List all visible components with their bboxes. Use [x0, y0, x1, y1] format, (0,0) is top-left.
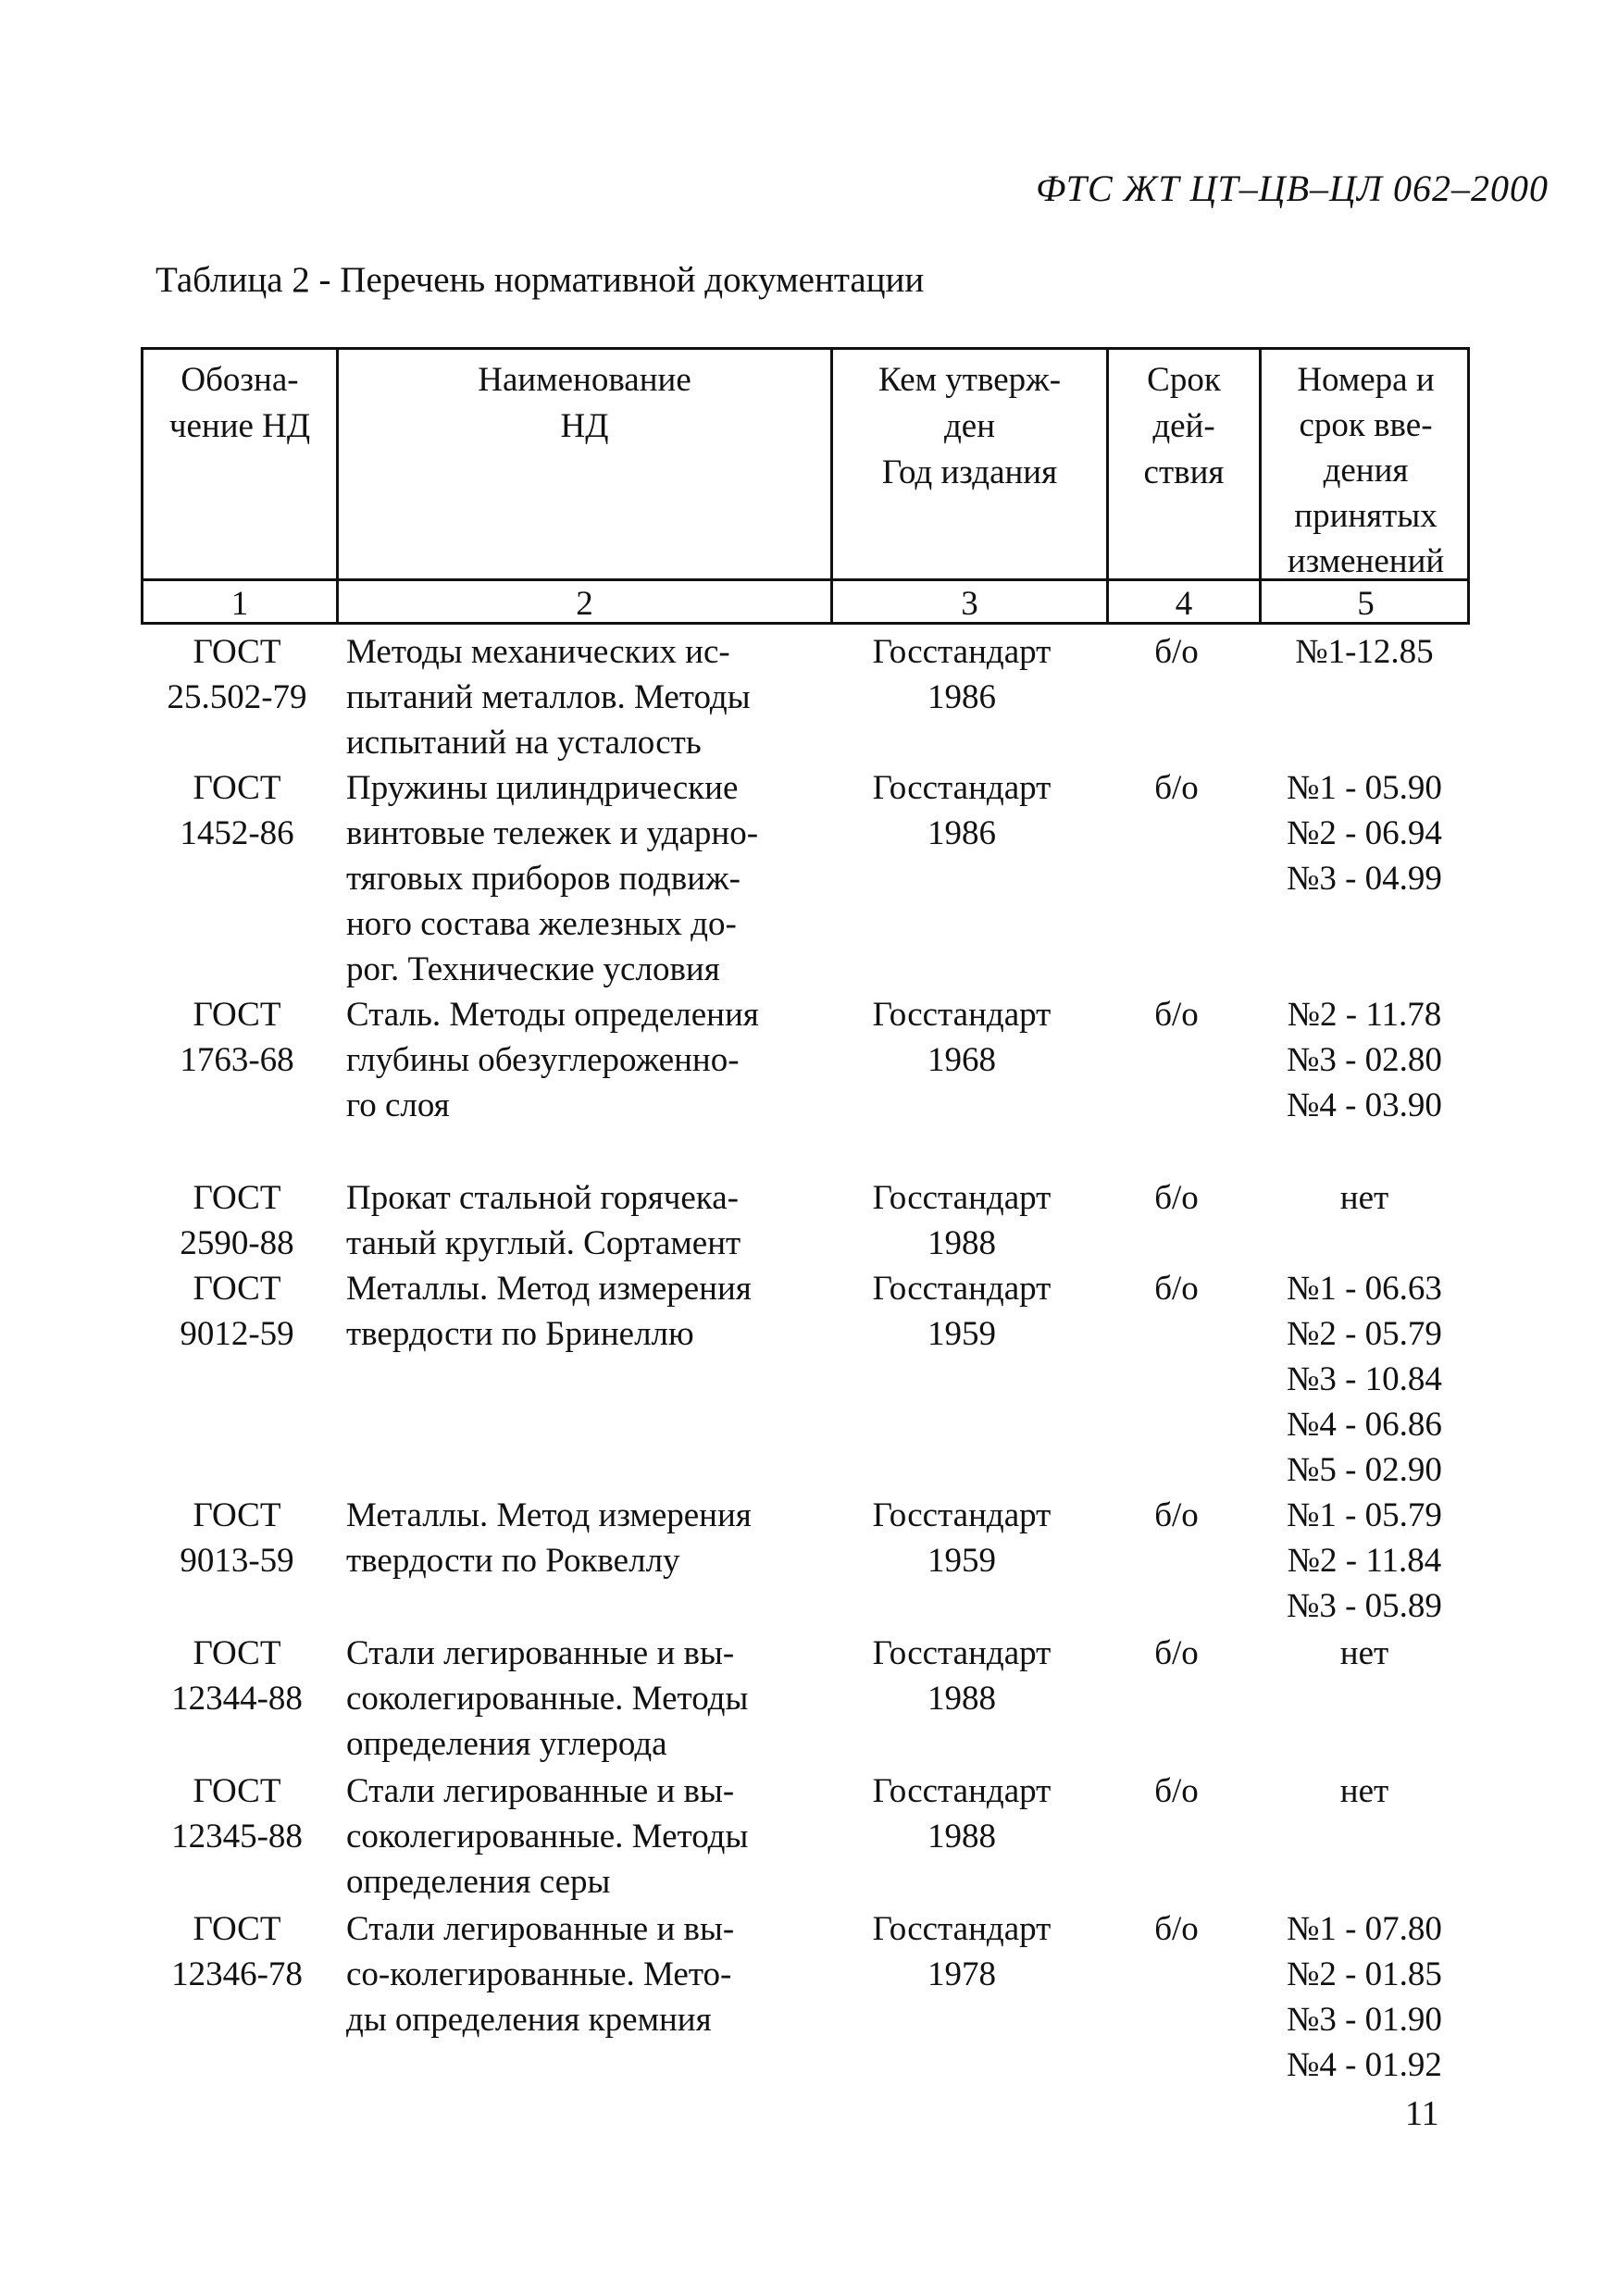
cell-validity: б/о	[1154, 1772, 1199, 1810]
cell-approved: Госстандарт 1988	[872, 1634, 1052, 1718]
cell-validity: б/о	[1154, 1634, 1199, 1672]
cell-changes: нет	[1339, 1634, 1389, 1672]
cell-validity: б/о	[1154, 1910, 1199, 1948]
header-num-5: 5	[1357, 585, 1375, 623]
cell-designation: ГОСТ 2590-88	[180, 1179, 294, 1262]
cell-designation: ГОСТ 9012-59	[180, 1270, 294, 1353]
cell-name: Стали легированные и вы- соколегированные. Методы определения серы	[346, 1772, 749, 1901]
cell-designation: ГОСТ 1763-68	[180, 996, 294, 1079]
cell-designation: ГОСТ 12344-88	[171, 1634, 303, 1718]
cell-changes: №1 - 06.63 №2 - 05.79 №3 - 10.84 №4 - 06.86 №5 - 02.90	[1287, 1270, 1442, 1489]
cell-validity: б/о	[1154, 633, 1199, 671]
cell-approved: Госстандарт 1978	[872, 1910, 1052, 1993]
header-designation: Обозна- чение НД	[168, 361, 311, 445]
cell-name: Методы механических ис- пытаний металлов. Методы испытаний на усталость	[346, 633, 751, 762]
cell-name: Металлы. Метод измерения твердости по Роквеллу	[346, 1496, 752, 1580]
cell-approved: Госстандарт 1988	[872, 1179, 1052, 1262]
cell-changes: №2 - 11.78 №3 - 02.80 №4 - 03.90	[1287, 996, 1442, 1124]
cell-validity: б/о	[1154, 1496, 1199, 1534]
cell-approved: Госстандарт 1959	[872, 1496, 1052, 1580]
header-approved: Кем утверж- ден Год издания	[877, 361, 1062, 491]
document-code: ФТС ЖТ ЦТ–ЦВ–ЦЛ 062–2000	[1036, 168, 1549, 209]
cell-approved: Госстандарт 1968	[872, 996, 1052, 1079]
cell-validity: б/о	[1154, 996, 1199, 1034]
header-num-2: 2	[576, 585, 593, 623]
cell-name: Сталь. Методы определения глубины обезуглероженно- го слоя	[346, 996, 759, 1124]
cell-approved: Госстандарт 1988	[872, 1772, 1052, 1855]
cell-name: Стали легированные и вы- соколегированные. Методы определения углерода	[346, 1634, 749, 1763]
cell-changes: №1 - 05.90 №2 - 06.94 №3 - 04.99	[1287, 769, 1442, 898]
cell-changes: нет	[1339, 1772, 1389, 1810]
cell-changes: нет	[1339, 1179, 1389, 1217]
cell-name: Пружины цилиндрические винтовые тележек и ударно- тяговых приборов подвиж- ного состава железных до- рог. Технические условия	[346, 769, 759, 988]
header-name: Наименование НД	[478, 361, 691, 445]
cell-validity: б/о	[1154, 1270, 1199, 1308]
cell-changes: №1 - 05.79 №2 - 11.84 №3 - 05.89	[1287, 1496, 1442, 1625]
header-validity: Срок дей- ствия	[1143, 361, 1225, 491]
cell-validity: б/о	[1154, 1179, 1199, 1217]
header-num-4: 4	[1175, 585, 1193, 623]
header-num-1: 1	[230, 585, 249, 623]
cell-designation: ГОСТ 25.502-79	[167, 633, 307, 716]
cell-approved: Госстандарт 1986	[872, 769, 1052, 852]
cell-approved: Госстандарт 1959	[872, 1270, 1052, 1353]
cell-designation: ГОСТ 9013-59	[180, 1496, 294, 1580]
cell-designation: ГОСТ 12346-78	[171, 1910, 303, 1993]
table-caption: Таблица 2 - Перечень нормативной документации	[156, 260, 925, 300]
cell-validity: б/о	[1154, 769, 1199, 807]
table-header	[141, 347, 1470, 625]
header-changes: Номера и срок вве- дения принятых изменений	[1287, 361, 1445, 580]
page-number: 11	[1405, 2094, 1439, 2133]
cell-approved: Госстандарт 1986	[872, 633, 1052, 716]
header-num-3: 3	[961, 585, 978, 623]
cell-designation: ГОСТ 1452-86	[180, 769, 294, 852]
cell-name: Стали легированные и вы- со-колегированные. Мето- ды определения кремния	[346, 1910, 735, 2039]
cell-designation: ГОСТ 12345-88	[171, 1772, 303, 1855]
cell-name: Металлы. Метод измерения твердости по Бринеллю	[346, 1270, 752, 1353]
cell-changes: №1-12.85	[1295, 633, 1434, 671]
cell-changes: №1 - 07.80 №2 - 01.85 №3 - 01.90 №4 - 01.92	[1287, 1910, 1442, 2084]
cell-name: Прокат стальной горячека- таный круглый. Сортамент	[346, 1179, 741, 1262]
